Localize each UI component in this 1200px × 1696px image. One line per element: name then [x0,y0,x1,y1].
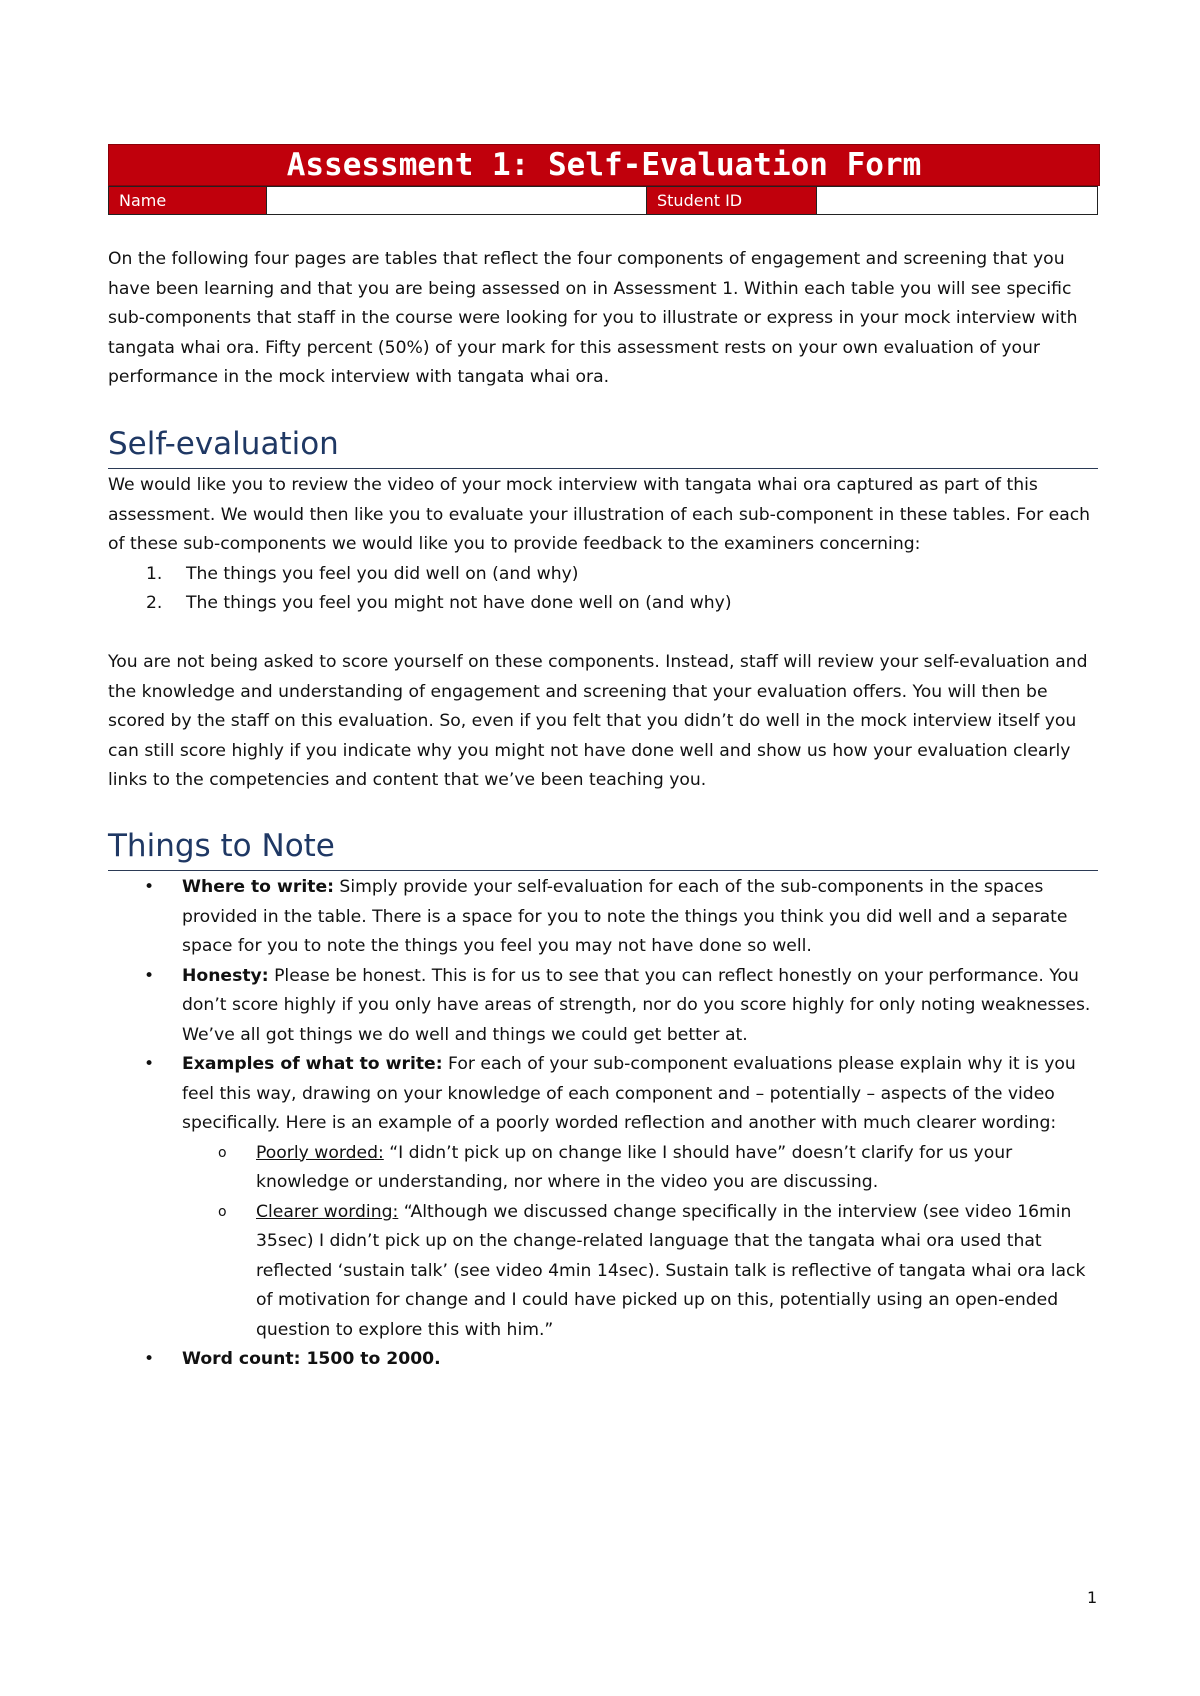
list-item: • Word count: 1500 to 2000. [108,1345,1098,1375]
list-item: • Honesty: Please be honest. This is for us to see that you can reflect honestly on your performance. You don’t score highly if you only have areas of strength, nor do you score highly for only noting weaknesses. We’ve all got things we do well and things we could get better at. [108,962,1098,1051]
name-field[interactable] [267,187,647,214]
sub-bullet-icon: o [218,1203,227,1220]
student-id-field[interactable] [817,187,1097,214]
list-item: 2. The things you feel you might not have done well on (and why) [146,593,732,613]
name-label: Name [109,187,267,214]
student-info-row [108,186,1098,215]
bullet-icon: • [144,1054,155,1074]
self-evaluation-paragraph-1: We would like you to review the video of your mock interview with tangata whai ora captured as part of this assessment. We would then like you to evaluate your illustration of each sub-component in these tables. For each of these sub-components we would like you to provide feedback to the examiners concerning: [108,475,1091,554]
list-item: 1. The things you feel you did well on (and why) [146,563,579,584]
bullet-icon: • [144,877,155,897]
page-number: 1 [1087,1588,1098,1607]
list-item: o Poorly worded: “I didn’t pick up on change like I should have” doesn’t clarify for us your knowledge or understanding, nor where in the video you are discussing. [182,1139,1098,1198]
list-item: • Where to write: Simply provide your self-evaluation for each of the sub-components in the spaces provided in the table. There is a space for you to note the things you think you did well and a separate space for you to note the things you feel you may not have done so well. [108,873,1098,962]
examples-list [108,1139,1098,1346]
self-evaluation-paragraph-2: You are not being asked to score yourself on these components. Instead, staff will review your self-evaluation and the knowledge and understanding of engagement and screening that your evaluation offers. You will then be scored by the staff on this evaluation. So, even if you felt that you didn’t do well in the mock interview itself you can still score highly if you indicate why you might not have done well and show us how your evaluation clearly links to the competencies and content that we’ve been teaching you. [108,652,1088,790]
form-title: Assessment 1: Self-Evaluation Form [108,144,1100,186]
notes-list [108,873,1098,1375]
student-id-label: Student ID [647,187,817,214]
intro-paragraph: On the following four pages are tables that reflect the four components of engagement and screening that you have been learning and that you are being assessed on in Assessment 1. Within each table you will see specific sub-components that staff in the course were looking for you to illustrate or express in your mock interview with tangata whai ora. Fifty percent (50%) of your mark for this assessment rests on your own evaluation of your performance in the mock interview with tangata whai ora. [108,249,1078,387]
self-evaluation-heading: Self-evaluation [108,424,1098,469]
sub-bullet-icon: o [218,1144,227,1161]
things-to-note-section [108,826,1098,1375]
list-item: o Clearer wording: “Although we discussed change specifically in the interview (see video 16min 35sec) I didn’t pick up on the change-related language that the tangata whai ora used that reflected ‘sustain talk’ (see video 4min 14sec). Sustain talk is reflective of tangata whai ora lack of motivation for change and I could have picked up on this, potentially using an open-ended question to explore this with him.” [182,1198,1098,1346]
bullet-icon: • [144,965,155,986]
list-item: • Examples of what to write: For each of your sub-component evaluations please explain why it is you feel this way, drawing on your knowledge of each component and – potentially – aspects of the video specifically. Here is an example of a poorly worded reflection and another with much clearer wording: o Poorly worded: “I didn’t pick up on change like I should have” doesn’t clarify for us your knowledge or understanding, nor where in the video you are discussing. o Clearer wording: “Although we discussed change specifically in the interview (see video 16min 35sec) I didn’t pick up on the change-related language that the tangata whai ora used that reflected ‘sustain talk’ (see video 4min 14sec). Sustain talk is reflective of tangata whai ora lack of motivation for change and I could have picked up on this, potentially using an open-ended question to explore this with him.” [108,1050,1098,1345]
things-to-note-heading: Things to Note [108,826,1098,871]
bullet-icon: • [144,1349,155,1369]
self-evaluation-section [108,424,1098,796]
feedback-list [108,560,1098,619]
